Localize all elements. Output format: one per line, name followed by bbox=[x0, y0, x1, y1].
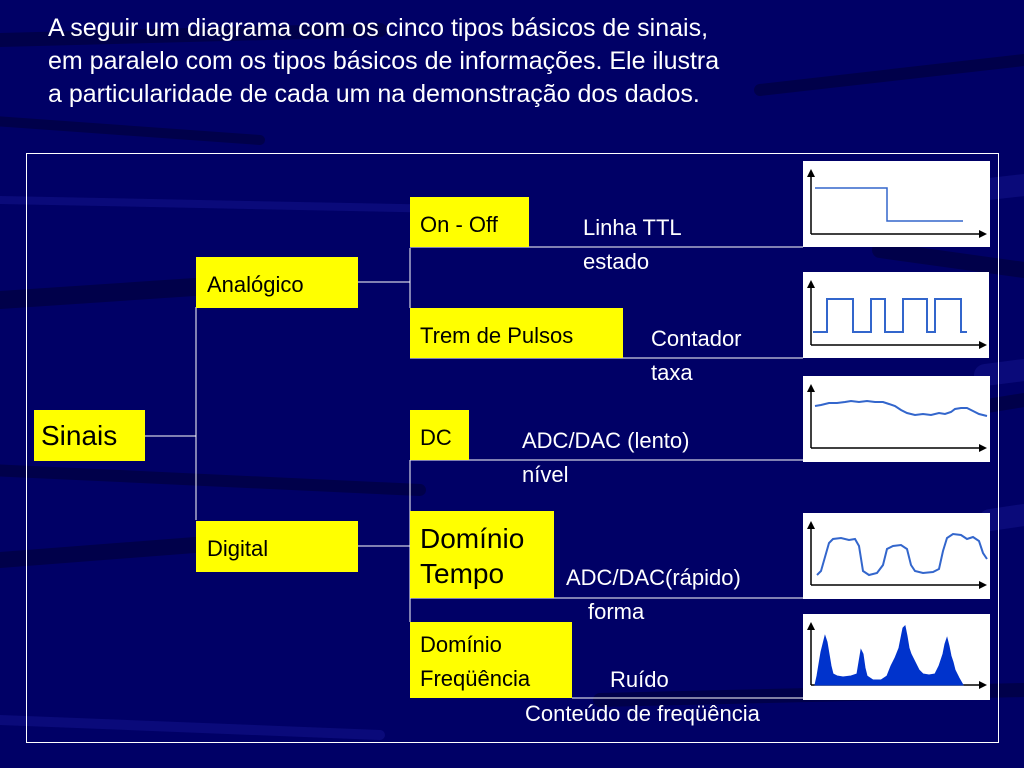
info-dc bbox=[522, 428, 689, 488]
time-waveform-icon bbox=[803, 513, 990, 599]
info-pulse bbox=[651, 326, 742, 386]
info-pulse-line-2: taxa bbox=[651, 360, 693, 385]
pulse-train-icon bbox=[803, 272, 989, 358]
spectrum-icon bbox=[803, 614, 990, 700]
branch-digital-label: Digital bbox=[207, 536, 269, 561]
info-time-line-2: forma bbox=[588, 599, 645, 624]
waveform-freq bbox=[803, 614, 990, 700]
info-dc-line-2: nível bbox=[522, 462, 569, 487]
signal-pulse-box bbox=[410, 308, 623, 358]
signal-freq-label-1: Domínio bbox=[420, 632, 502, 657]
branch-analog-label: Analógico bbox=[207, 272, 304, 297]
step-icon bbox=[803, 161, 990, 247]
waveform-pulse bbox=[803, 272, 989, 358]
waveform-dc bbox=[803, 376, 990, 462]
slow-level-icon bbox=[803, 376, 990, 462]
root-box bbox=[34, 410, 145, 461]
waveform-time bbox=[803, 513, 990, 599]
branch-analog-box bbox=[196, 257, 358, 308]
info-time bbox=[566, 565, 741, 625]
signal-onoff-label: On - Off bbox=[420, 212, 498, 237]
intro-line-3: a particularidade de cada um na demonstração dos dados. bbox=[48, 80, 700, 108]
info-onoff-line-2: estado bbox=[583, 249, 650, 274]
info-pulse-line-1: Contador bbox=[651, 326, 742, 351]
root-label: Sinais bbox=[41, 420, 118, 451]
intro-line-1: A seguir um diagrama com os cinco tipos básicos de sinais, bbox=[48, 14, 709, 42]
signal-time-label-1: Domínio bbox=[420, 523, 525, 554]
info-onoff-line-1: Linha TTL bbox=[583, 215, 682, 240]
info-freq-line-1: Ruído bbox=[610, 667, 669, 692]
intro-line-2: em paralelo com os tipos básicos de informações. Ele ilustra bbox=[48, 47, 720, 75]
signal-pulse-label: Trem de Pulsos bbox=[420, 323, 574, 348]
signal-dc-label: DC bbox=[420, 425, 452, 450]
info-dc-line-1: ADC/DAC (lento) bbox=[522, 428, 690, 453]
signal-onoff-box bbox=[410, 197, 529, 247]
info-onoff bbox=[583, 215, 682, 275]
signal-time-box bbox=[410, 511, 554, 598]
branch-digital-box bbox=[196, 521, 358, 572]
info-time-line-1: ADC/DAC(rápido) bbox=[566, 565, 741, 590]
signal-freq-label-2: Freqüência bbox=[420, 666, 531, 691]
info-freq-line-2: Conteúdo de freqüência bbox=[525, 701, 760, 726]
info-freq bbox=[525, 667, 760, 727]
signal-dc-box bbox=[410, 410, 469, 460]
waveform-onoff bbox=[803, 161, 990, 247]
signal-time-label-2: Tempo bbox=[420, 558, 505, 589]
